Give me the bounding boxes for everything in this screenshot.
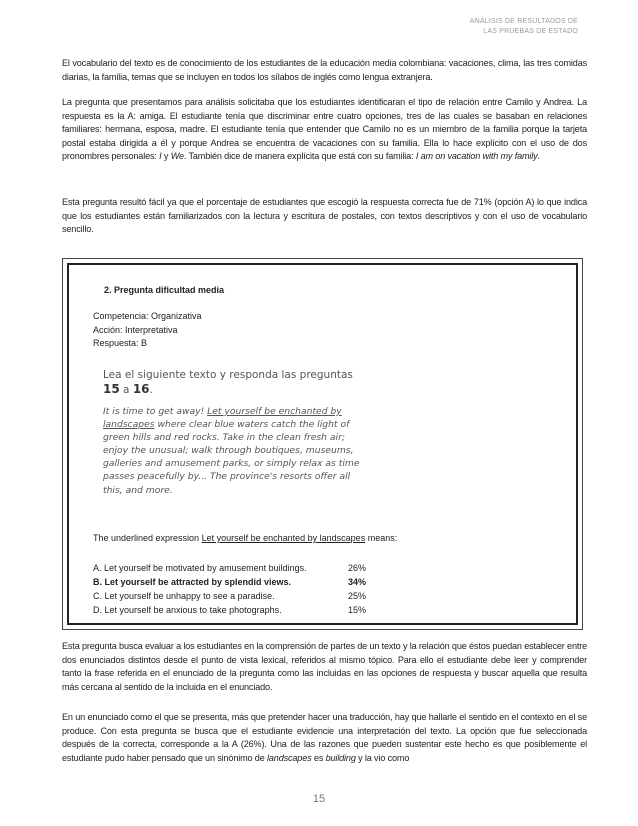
question-box <box>62 258 583 630</box>
pronoun-i: I <box>159 151 162 162</box>
underlined-expression: Let yourself be enchanted by landscapes <box>103 406 342 431</box>
reading-passage: It is time to get away! Let yourself be enchanted by landscapes where clear blue waters catch the light of green hills and red rocks. Take in the clean fresh air; enjoy the unusual; walk through boutiques, museums, galleries and amusement parks, or simply relax as time passes peacefully by... The province's resorts offer all this, and more. <box>103 406 360 496</box>
paragraph-result <box>62 196 587 248</box>
paragraph-5-text: En un enunciado como el que se presenta, más que pretender hacer una traducción, hay que hallarle el sentido en el contexto en el se produce. Con esta pregunta se busca que el estudiante evidencie una interpretación del texto. La opción que fue seleccionada después de la correcta, corresponde a la A (26%). Una de las razones que pueden sustentar este hecho es que posiblemente el estudiante pudo haber pensado que un sinónimo de landscapes es building y la vio como <box>62 712 587 763</box>
option-d: D. Let yourself be anxious to take photographs. 15% <box>93 603 393 617</box>
question-box-inner <box>67 263 578 625</box>
header-line-1: ANÁLISIS DE RESULTADOS DE <box>469 18 578 25</box>
respuesta: Respuesta: B <box>93 338 148 348</box>
reading-instruction: Lea el siguiente texto y responda las preguntas 15 a 16. <box>103 369 353 396</box>
paragraph-analysis <box>62 96 587 175</box>
option-c-percentage: 25% <box>348 591 367 601</box>
paragraph-evaluation <box>62 640 587 705</box>
paragraph-2-text: La pregunta que presentamos para análisis solicitaba que los estudiantes identificaran el tipo de relación entre Camilo y Andrea. La respuesta es la A: amiga. El estudiante tenía que discriminar entre cuatro opciones, tres de las cuales se basaban en relaciones familiares: hermana, esposa, madre. El estudiante tenía que entender que Camilo no es un miembro de la familia porque la tarjeta postal estaba dirigida a él y porque Andrea se encuentra de vacaciones con su familia. Ella lo hace explícito con el uso de dos pronombres personales: I y We. También dice de manera explícita que está con su familia: I am on vacation with my family. <box>62 97 587 162</box>
option-b-correct: B. Let yourself be attracted by splendid views. 34% <box>93 575 393 589</box>
family-quote: I am on vacation with my family <box>415 151 538 162</box>
option-a-percentage: 26% <box>348 563 367 573</box>
paragraph-1-text: El vocabulario del texto es de conocimiento de los estudiantes de la educación media colombiana: vacaciones, clima, las tres comidas diarias, la familia, temas que se incluyen en todos los sílabos de inglés como lengua extranjera. <box>62 58 587 82</box>
competencia: Competencia: Organizativa <box>93 311 202 321</box>
pronoun-we: We <box>170 151 184 162</box>
page-number: 15 <box>312 793 326 805</box>
answer-options <box>93 561 393 617</box>
option-c: C. Let yourself be unhappy to see a paradise. 25% <box>93 589 393 603</box>
question-title: 2. Pregunta dificultad media <box>104 285 225 295</box>
option-b-percentage: 34% <box>348 577 367 587</box>
reading-excerpt <box>103 369 363 497</box>
option-a: A. Let yourself be motivated by amusement buildings. 26% <box>93 561 393 575</box>
paragraph-vocabulary <box>62 57 587 95</box>
question-metadata <box>93 310 202 351</box>
header-line-2: LAS PRUEBAS DE ESTADO <box>483 28 578 35</box>
question-stem: The underlined expression Let yourself be enchanted by landscapes means: <box>93 533 398 543</box>
paragraph-interpretation <box>62 711 587 776</box>
paragraph-3-text: Esta pregunta resultó fácil ya que el porcentaje de estudiantes que escogió la respuesta correcta fue de 71% (opción A) lo que indica que los estudiantes están familiarizados con la lectura y escritura de postales, con textos descriptivos y con el uso de vocabulario sencillo. <box>62 197 587 235</box>
paragraph-4-text: Esta pregunta busca evaluar a los estudiantes en la comprensión de partes de un texto y la relación que éstos puedan establecer entre dos enunciados distintos desde el punto de vista lexical, referidos al mismo tópico. Para ello el estudiante debe leer y comprender tanto la frase referida en el enunciado de la pregunta como las incluidas en las opciones de respuesta y buscar aquella que resulta más cercana al sentido de la incluida en el enunciado. <box>62 641 588 692</box>
option-d-percentage: 15% <box>348 605 367 615</box>
running-header <box>278 17 578 37</box>
accion: Acción: Interpretativa <box>93 324 178 335</box>
